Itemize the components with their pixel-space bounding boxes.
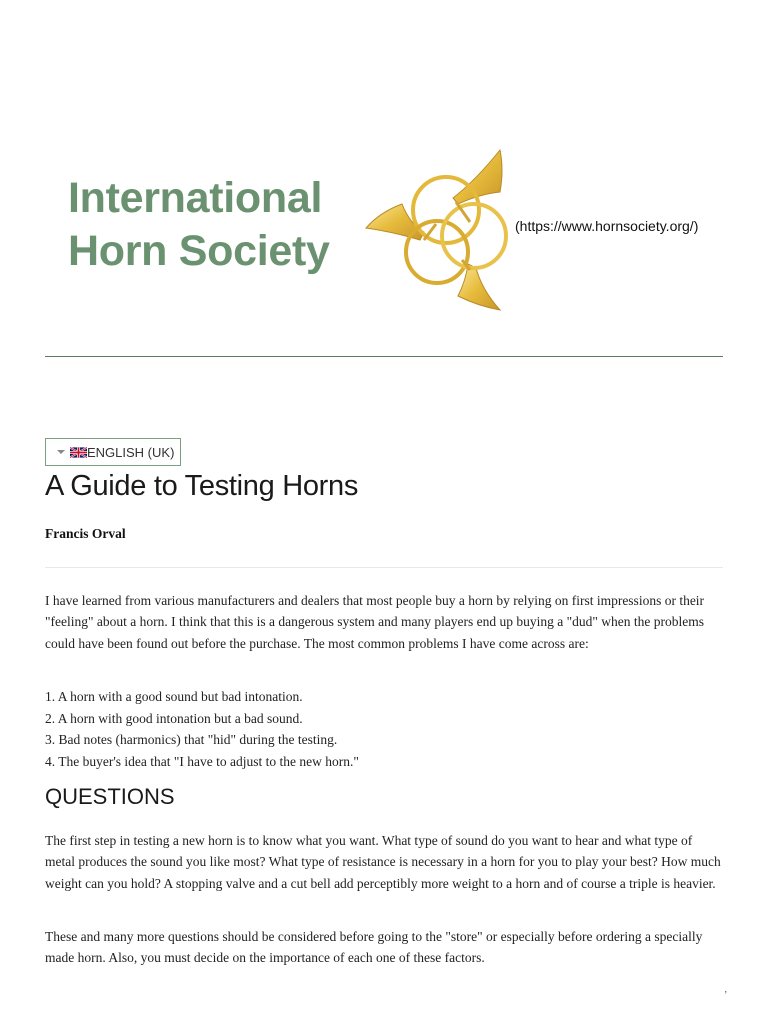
list-item: 1. A horn with a good sound but bad intonation.: [45, 689, 303, 704]
page-title: A Guide to Testing Horns: [45, 470, 359, 502]
list-item: 4. The buyer's idea that "I have to adjust to the new horn.": [45, 753, 359, 769]
list-item: 3. Bad notes (harmonics) that "hid" during the testing.: [45, 732, 338, 747]
list-item: 2. A horn with good intonation but a bad sound.: [45, 710, 303, 726]
page-corner-mark: ’: [724, 990, 728, 1001]
problems-list: [45, 686, 725, 772]
intro-paragraph: I have learned from various manufacturers and dealers that most people buy a horn by relying on first impressions or their "feeling" about a horn. I think that this is a dangerous system and many players end up buying a "dud" when the problems could have been found out before the purchase. The most common problems I have come across are:: [45, 593, 705, 651]
section-heading-questions: QUESTIONS: [45, 784, 175, 809]
site-header: [0, 0, 768, 360]
questions-paragraph-2: These and many more questions should be considered before going to the "store" or especially before ordering a specially made horn. Also, you must decide on the importance of each one of these factors.: [45, 929, 703, 966]
author-name: Francis Orval: [45, 526, 126, 541]
questions-paragraph-1: The first step in testing a new horn is to know what you want. What type of sound do you want to hear and what type of metal produces the sound you like most? What type of resistance is necessary in a horn for you to play your best? How much weight can you hold? A stopping valve and a cut bell add perceptibly more weight to a horn and of course a triple is heavier.: [45, 833, 721, 891]
horn-logo-icon[interactable]: [358, 140, 518, 320]
language-label: ENGLISH (UK): [87, 444, 175, 460]
site-url-link[interactable]: (https://www.hornsociety.org/): [515, 218, 699, 234]
logo-wordmark[interactable]: [68, 172, 330, 278]
caret-down-icon: [57, 450, 65, 454]
language-selector[interactable]: [45, 438, 181, 466]
logo-line-1: International: [68, 174, 323, 222]
author-divider: [45, 567, 723, 568]
logo-line-2: Horn Society: [68, 227, 330, 275]
header-divider: [45, 356, 723, 357]
uk-flag-icon: [70, 447, 87, 458]
